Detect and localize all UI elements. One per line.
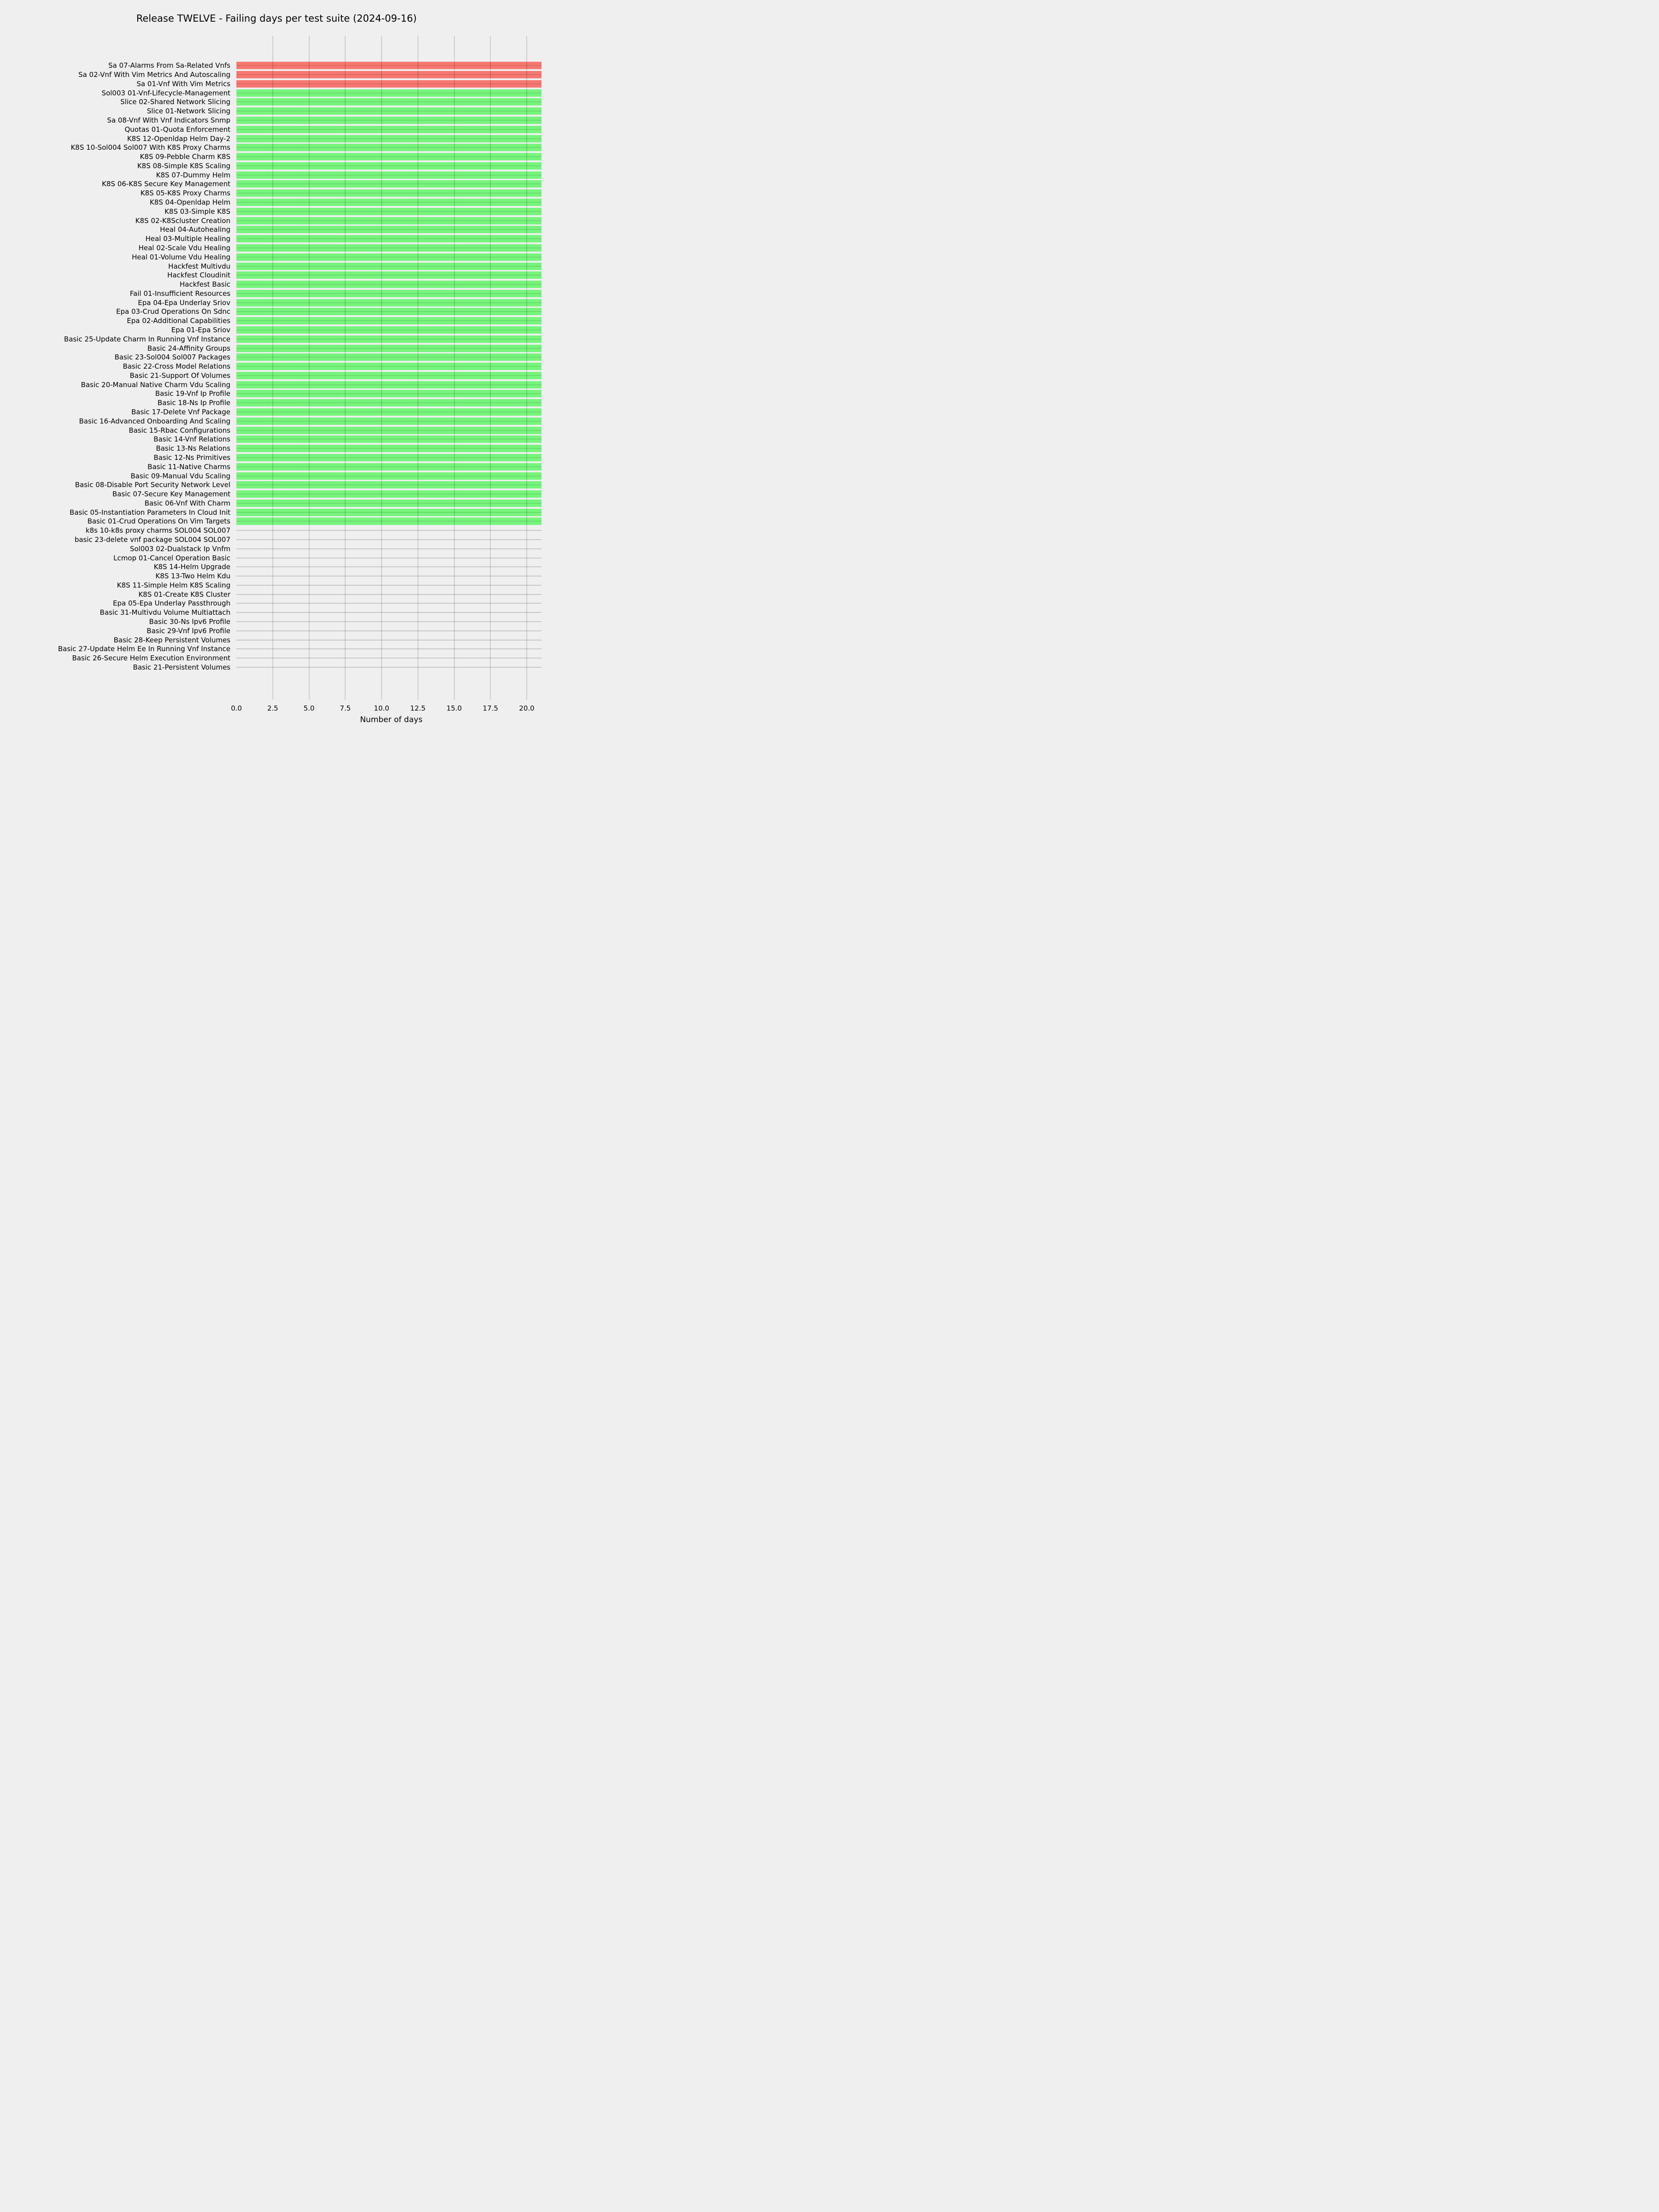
passing-bar bbox=[236, 98, 541, 106]
passing-bar bbox=[236, 271, 541, 279]
passing-bar bbox=[236, 135, 541, 142]
passing-bar bbox=[236, 299, 541, 306]
suite-label: basic 23-delete vnf package SOL004 SOL007 bbox=[74, 535, 230, 544]
suite-label: K8S 13-Two Helm Kdu bbox=[155, 572, 230, 581]
suite-label: Basic 21-Persistent Volumes bbox=[133, 663, 230, 671]
passing-bar bbox=[236, 126, 541, 133]
suite-label: K8S 06-K8S Secure Key Management bbox=[102, 180, 230, 188]
suite-label: K8S 11-Simple Helm K8S Scaling bbox=[117, 581, 230, 589]
passing-bar bbox=[236, 445, 541, 452]
suite-label: Basic 26-Secure Helm Execution Environment bbox=[72, 654, 230, 663]
suite-label: Sa 08-Vnf With Vnf Indicators Snmp bbox=[107, 116, 230, 124]
suite-label: Basic 05-Instantiation Parameters In Cloud Init bbox=[70, 508, 230, 517]
bar-split-line bbox=[236, 193, 541, 194]
bar-split-line bbox=[236, 101, 541, 102]
zero-days-line bbox=[236, 612, 541, 613]
suite-label: K8S 12-Openldap Helm Day-2 bbox=[127, 134, 230, 143]
zero-days-line bbox=[236, 621, 541, 622]
passing-bar bbox=[236, 353, 541, 361]
zero-days-line bbox=[236, 594, 541, 595]
suite-label: Basic 30-Ns Ipv6 Profile bbox=[149, 618, 230, 626]
suite-label: K8S 07-Dummy Helm bbox=[156, 171, 230, 179]
suite-label: Basic 07-Secure Key Management bbox=[112, 490, 230, 499]
zero-days-line bbox=[236, 576, 541, 577]
bar-split-line bbox=[236, 257, 541, 258]
bar-split-line bbox=[236, 329, 541, 330]
x-tick-label: 17.5 bbox=[482, 704, 498, 712]
bar-split-line bbox=[236, 503, 541, 504]
passing-bar bbox=[236, 117, 541, 124]
x-tick-label: 15.0 bbox=[446, 704, 462, 712]
gridline bbox=[526, 36, 527, 700]
failing-bar bbox=[236, 80, 541, 88]
suite-label: Sa 07-Alarms From Sa-Related Vnfs bbox=[108, 61, 230, 70]
suite-label: Basic 17-Delete Vnf Package bbox=[131, 408, 230, 417]
suite-label: Quotas 01-Quota Enforcement bbox=[124, 125, 230, 134]
suite-label: Hackfest Cloudinit bbox=[167, 271, 230, 280]
passing-bar bbox=[236, 418, 541, 425]
failing-days-chart bbox=[0, 0, 553, 737]
passing-bar bbox=[236, 235, 541, 242]
passing-bar bbox=[236, 363, 541, 370]
suite-label: K8S 04-Openldap Helm bbox=[149, 198, 230, 207]
suite-label: Basic 06-Vnf With Charm bbox=[144, 499, 230, 507]
suite-label: Fail 01-Insufficient Resources bbox=[129, 289, 230, 298]
passing-bar bbox=[236, 89, 541, 97]
suite-label: Epa 05-Epa Underlay Passthrough bbox=[113, 599, 230, 608]
passing-bar bbox=[236, 208, 541, 215]
passing-bar bbox=[236, 144, 541, 151]
suite-label: K8S 14-Helm Upgrade bbox=[153, 563, 230, 571]
bar-split-line bbox=[236, 275, 541, 276]
passing-bar bbox=[236, 199, 541, 206]
passing-bar bbox=[236, 381, 541, 388]
zero-days-line bbox=[236, 630, 541, 631]
passing-bar bbox=[236, 171, 541, 179]
suite-label: Heal 02-Scale Vdu Healing bbox=[138, 243, 230, 252]
suite-label: Basic 09-Manual Vdu Scaling bbox=[130, 471, 230, 480]
bar-split-line bbox=[236, 202, 541, 203]
suite-label: Sol003 02-Dualstack Ip Vnfm bbox=[129, 544, 230, 553]
bar-split-line bbox=[236, 430, 541, 431]
passing-bar bbox=[236, 518, 541, 525]
suite-label: Basic 27-Update Helm Ee In Running Vnf Instance bbox=[58, 645, 230, 653]
zero-days-line bbox=[236, 667, 541, 668]
passing-bar bbox=[236, 180, 541, 188]
bar-split-line bbox=[236, 156, 541, 157]
suite-label: Basic 20-Manual Native Charm Vdu Scaling bbox=[81, 380, 230, 389]
x-axis-label: Number of days bbox=[360, 715, 423, 724]
gridline bbox=[381, 36, 382, 700]
suite-label: Basic 29-Vnf Ipv6 Profile bbox=[147, 626, 230, 635]
zero-days-line bbox=[236, 539, 541, 540]
suite-label: Basic 16-Advanced Onboarding And Scaling bbox=[79, 417, 230, 425]
passing-bar bbox=[236, 244, 541, 252]
suite-label: Hackfest Multivdu bbox=[168, 262, 230, 271]
passing-bar bbox=[236, 308, 541, 315]
zero-days-line bbox=[236, 585, 541, 586]
bar-split-line bbox=[236, 348, 541, 349]
x-tick-label: 20.0 bbox=[519, 704, 535, 712]
suite-label: Sol003 01-Vnf-Lifecycle-Management bbox=[101, 88, 230, 97]
gridline bbox=[490, 36, 491, 700]
suite-label: Basic 19-Vnf Ip Profile bbox=[155, 389, 230, 398]
suite-label: Heal 01-Volume Vdu Healing bbox=[132, 253, 230, 261]
suite-label: Basic 28-Keep Persistent Volumes bbox=[113, 635, 230, 644]
bar-split-line bbox=[236, 457, 541, 458]
suite-label: K8S 03-Simple K8S bbox=[164, 207, 230, 216]
passing-bar bbox=[236, 326, 541, 334]
suite-label: Basic 31-Multivdu Volume Multiattach bbox=[100, 608, 230, 617]
passing-bar bbox=[236, 472, 541, 480]
gridline bbox=[309, 36, 310, 700]
suite-label: Heal 04-Autohealing bbox=[160, 225, 230, 234]
suite-label: Basic 25-Update Charm In Running Vnf Instance bbox=[64, 335, 230, 343]
passing-bar bbox=[236, 390, 541, 397]
bar-split-line bbox=[236, 393, 541, 394]
bar-split-line bbox=[236, 220, 541, 221]
passing-bar bbox=[236, 427, 541, 434]
zero-days-line bbox=[236, 658, 541, 659]
suite-label: Basic 11-Native Charms bbox=[147, 462, 230, 471]
zero-days-line bbox=[236, 640, 541, 641]
suite-label: Epa 02-Additional Capabilities bbox=[127, 317, 230, 325]
x-tick-label: 10.0 bbox=[374, 704, 389, 712]
bar-split-line bbox=[236, 83, 541, 84]
bar-split-line bbox=[236, 247, 541, 248]
x-tick-label: 5.0 bbox=[303, 704, 315, 712]
passing-bar bbox=[236, 217, 541, 224]
passing-bar bbox=[236, 153, 541, 160]
bar-split-line bbox=[236, 266, 541, 267]
bar-split-line bbox=[236, 183, 541, 184]
passing-bar bbox=[236, 281, 541, 288]
zero-days-line bbox=[236, 558, 541, 559]
bar-split-line bbox=[236, 357, 541, 358]
suite-label: Epa 04-Epa Underlay Sriov bbox=[138, 298, 230, 307]
suite-label: Basic 23-Sol004 Sol007 Packages bbox=[114, 353, 230, 362]
bar-split-line bbox=[236, 339, 541, 340]
zero-days-line bbox=[236, 648, 541, 649]
passing-bar bbox=[236, 317, 541, 324]
bar-split-line bbox=[236, 138, 541, 139]
suite-label: Hackfest Basic bbox=[179, 280, 230, 289]
passing-bar bbox=[236, 107, 541, 115]
suite-label: Basic 13-Ns Relations bbox=[156, 444, 230, 453]
suite-label: Basic 21-Support Of Volumes bbox=[129, 371, 230, 380]
x-tick-label: 2.5 bbox=[267, 704, 278, 712]
bar-split-line bbox=[236, 466, 541, 467]
suite-label: Basic 01-Crud Operations On Vim Targets bbox=[87, 517, 230, 526]
passing-bar bbox=[236, 435, 541, 443]
failing-bar bbox=[236, 71, 541, 78]
suite-label: K8S 08-Simple K8S Scaling bbox=[137, 161, 230, 170]
bar-split-line bbox=[236, 311, 541, 312]
bar-split-line bbox=[236, 111, 541, 112]
x-tick-label: 12.5 bbox=[410, 704, 426, 712]
suite-label: Slice 01-Network Slicing bbox=[147, 107, 230, 116]
x-tick-label: 0.0 bbox=[231, 704, 242, 712]
bar-split-line bbox=[236, 129, 541, 130]
suite-label: Basic 08-Disable Port Security Network Level bbox=[75, 481, 230, 489]
bar-split-line bbox=[236, 284, 541, 285]
suite-label: K8S 01-Create K8S Cluster bbox=[138, 590, 230, 599]
bar-split-line bbox=[236, 402, 541, 403]
passing-bar bbox=[236, 490, 541, 498]
suite-label: Epa 01-Epa Sriov bbox=[171, 326, 230, 334]
bar-split-line bbox=[236, 484, 541, 485]
bar-split-line bbox=[236, 421, 541, 422]
bar-split-line bbox=[236, 65, 541, 66]
passing-bar bbox=[236, 454, 541, 461]
passing-bar bbox=[236, 481, 541, 488]
passing-bar bbox=[236, 408, 541, 416]
suite-label: K8S 02-K8Scluster Creation bbox=[135, 216, 230, 225]
zero-days-line bbox=[236, 566, 541, 567]
passing-bar bbox=[236, 463, 541, 471]
zero-days-line bbox=[236, 530, 541, 531]
suite-label: Sa 02-Vnf With Vim Metrics And Autoscaling bbox=[78, 71, 230, 79]
bar-split-line bbox=[236, 512, 541, 513]
zero-days-line bbox=[236, 548, 541, 549]
suite-label: Basic 15-Rbac Configurations bbox=[129, 426, 230, 435]
failing-bar bbox=[236, 62, 541, 69]
x-tick-label: 7.5 bbox=[340, 704, 351, 712]
suite-label: Basic 14-Vnf Relations bbox=[153, 435, 230, 444]
bar-split-line bbox=[236, 302, 541, 303]
suite-label: Heal 03-Multiple Healing bbox=[145, 235, 230, 243]
passing-bar bbox=[236, 500, 541, 507]
passing-bar bbox=[236, 253, 541, 261]
suite-label: Basic 12-Ns Primitives bbox=[153, 453, 230, 462]
gridline bbox=[454, 36, 455, 700]
bar-split-line bbox=[236, 165, 541, 166]
suite-label: Basic 18-Ns Ip Profile bbox=[157, 399, 230, 407]
suite-label: Basic 24-Affinity Groups bbox=[147, 344, 230, 353]
passing-bar bbox=[236, 399, 541, 406]
bar-split-line bbox=[236, 366, 541, 367]
suite-label: K8S 09-Pebble Charm K8S bbox=[140, 153, 230, 161]
bar-split-line bbox=[236, 293, 541, 294]
bar-split-line bbox=[236, 74, 541, 75]
suite-label: K8S 05-K8S Proxy Charms bbox=[140, 189, 230, 198]
passing-bar bbox=[236, 162, 541, 170]
bar-split-line bbox=[236, 229, 541, 230]
suite-label: Epa 03-Crud Operations On Sdnc bbox=[116, 307, 230, 316]
zero-days-line bbox=[236, 603, 541, 604]
passing-bar bbox=[236, 372, 541, 379]
suite-label: K8S 10-Sol004 Sol007 With K8S Proxy Charms bbox=[71, 143, 230, 152]
bar-split-line bbox=[236, 120, 541, 121]
bar-split-line bbox=[236, 521, 541, 522]
bar-split-line bbox=[236, 175, 541, 176]
suite-label: k8s 10-k8s proxy charms SOL004 SOL007 bbox=[85, 526, 230, 535]
chart-title: Release TWELVE - Failing days per test suite (2024-09-16) bbox=[136, 13, 417, 24]
bar-split-line bbox=[236, 320, 541, 321]
bar-split-line bbox=[236, 384, 541, 385]
bar-split-line bbox=[236, 93, 541, 94]
passing-bar bbox=[236, 290, 541, 297]
bar-split-line bbox=[236, 476, 541, 477]
suite-label: Sa 01-Vnf With Vim Metrics bbox=[136, 79, 230, 88]
passing-bar bbox=[236, 509, 541, 516]
passing-bar bbox=[236, 345, 541, 352]
bar-split-line bbox=[236, 439, 541, 440]
passing-bar bbox=[236, 189, 541, 197]
passing-bar bbox=[236, 335, 541, 343]
bar-split-line bbox=[236, 211, 541, 212]
bar-split-line bbox=[236, 238, 541, 239]
bar-split-line bbox=[236, 448, 541, 449]
suite-label: Basic 22-Cross Model Relations bbox=[123, 362, 230, 371]
bar-split-line bbox=[236, 375, 541, 376]
suite-label: Slice 02-Shared Network Slicing bbox=[120, 98, 230, 106]
bar-split-line bbox=[236, 147, 541, 148]
suite-label: Lcmop 01-Cancel Operation Basic bbox=[113, 553, 230, 562]
passing-bar bbox=[236, 263, 541, 270]
gridline bbox=[272, 36, 273, 700]
passing-bar bbox=[236, 226, 541, 233]
gridline bbox=[345, 36, 346, 700]
